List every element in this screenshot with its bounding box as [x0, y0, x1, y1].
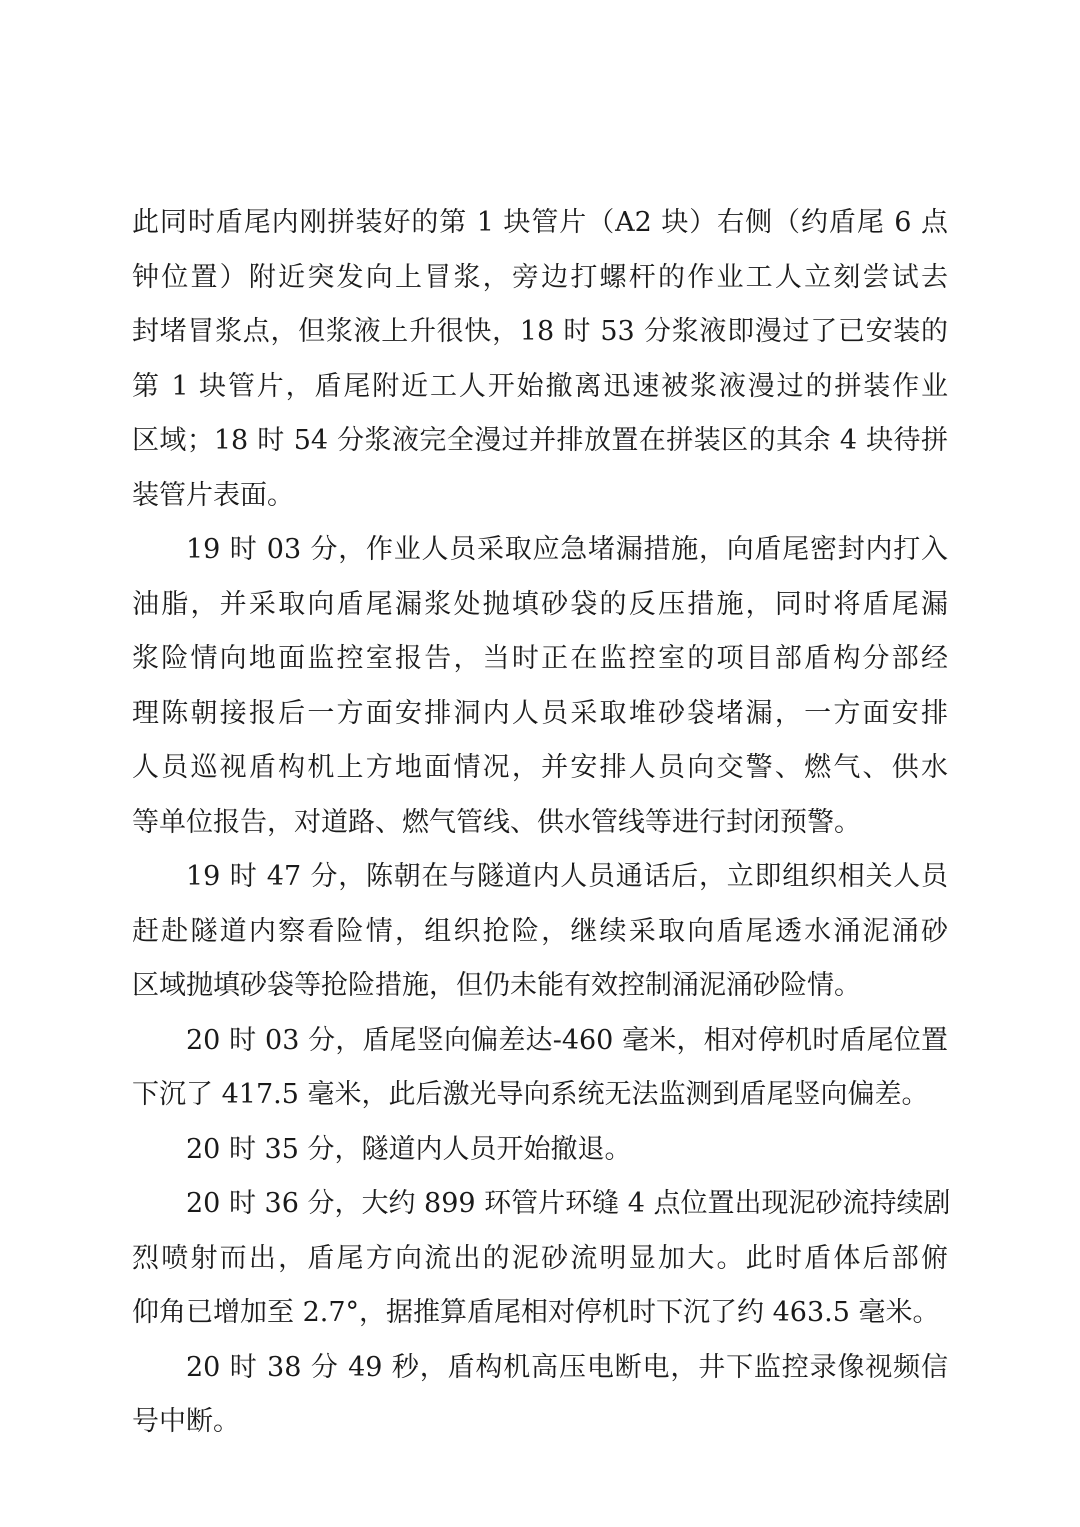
text-line: 油脂，并采取向盾尾漏浆处抛填砂袋的反压措施，同时将盾尾漏: [132, 588, 948, 620]
document-body: [132, 196, 951, 1450]
text-line: 此同时盾尾内刚拼装好的第 1 块管片（A2 块）右侧（约盾尾 6 点: [132, 207, 948, 238]
text-line: 19 时 47 分，陈朝在与隧道内人员通话后，立即组织相关人员: [186, 861, 948, 892]
text-line: 19 时 03 分，作业人员采取应急堵漏措施，向盾尾密封内打入: [186, 534, 948, 565]
paragraph: [132, 523, 948, 850]
text-line: 浆险情向地面监控室报告，当时正在监控室的项目部盾构分部经: [132, 643, 948, 674]
text-line: 20 时 03 分，盾尾竖向偏差达-460 毫米，相对停机时盾尾位置: [186, 1024, 948, 1056]
text-line: 等单位报告，对道路、燃气管线、供水管线等进行封闭预警。: [132, 806, 861, 838]
text-line: 下沉了 417.5 毫米，此后激光导向系统无法监测到盾尾竖向偏差。: [132, 1079, 929, 1110]
paragraph: [132, 1014, 948, 1123]
paragraph: [132, 1177, 951, 1341]
text-line: 号中断。: [132, 1406, 240, 1437]
text-line: 仰角已增加至 2.7°，据推算盾尾相对停机时下沉了约 463.5 毫米。: [132, 1297, 940, 1328]
paragraph: [132, 1123, 948, 1178]
text-line: 区域；18 时 54 分浆液完全漫过并排放置在拼装区的其余 4 块待拼: [132, 425, 948, 456]
text-line: 烈喷射而出，盾尾方向流出的泥砂流明显加大。此时盾体后部俯: [132, 1242, 948, 1274]
text-line: 人员巡视盾构机上方地面情况，并安排人员向交警、燃气、供水: [132, 752, 948, 783]
text-line: 封堵冒浆点，但浆液上升很快，18 时 53 分浆液即漫过了已安装的: [132, 316, 948, 347]
text-line: 区域抛填砂袋等抢险措施，但仍未能有效控制涌泥涌砂险情。: [132, 970, 861, 1001]
text-line: 第 1 块管片，盾尾附近工人开始撤离迅速被浆液漫过的拼装作业: [132, 370, 948, 402]
text-line: 钟位置）附近突发向上冒浆，旁边打螺杆的作业工人立刻尝试去: [132, 261, 948, 293]
paragraph: [132, 196, 948, 523]
text-line: 20 时 35 分，隧道内人员开始撤退。: [186, 1133, 632, 1165]
paragraph: [132, 1341, 948, 1450]
text-line: 装管片表面。: [132, 479, 294, 511]
text-line: 20 时 38 分 49 秒，盾构机高压电断电，井下监控录像视频信: [186, 1351, 948, 1383]
text-line: 赶赴隧道内察看险情，组织抢险，继续采取向盾尾透水涌泥涌砂: [132, 915, 948, 947]
text-line: 20 时 36 分，大约 899 环管片环缝 4 点位置出现泥砂流持续剧: [186, 1188, 951, 1219]
paragraph: [132, 850, 948, 1014]
text-line: 理陈朝接报后一方面安排洞内人员采取堆砂袋堵漏，一方面安排: [132, 697, 948, 729]
